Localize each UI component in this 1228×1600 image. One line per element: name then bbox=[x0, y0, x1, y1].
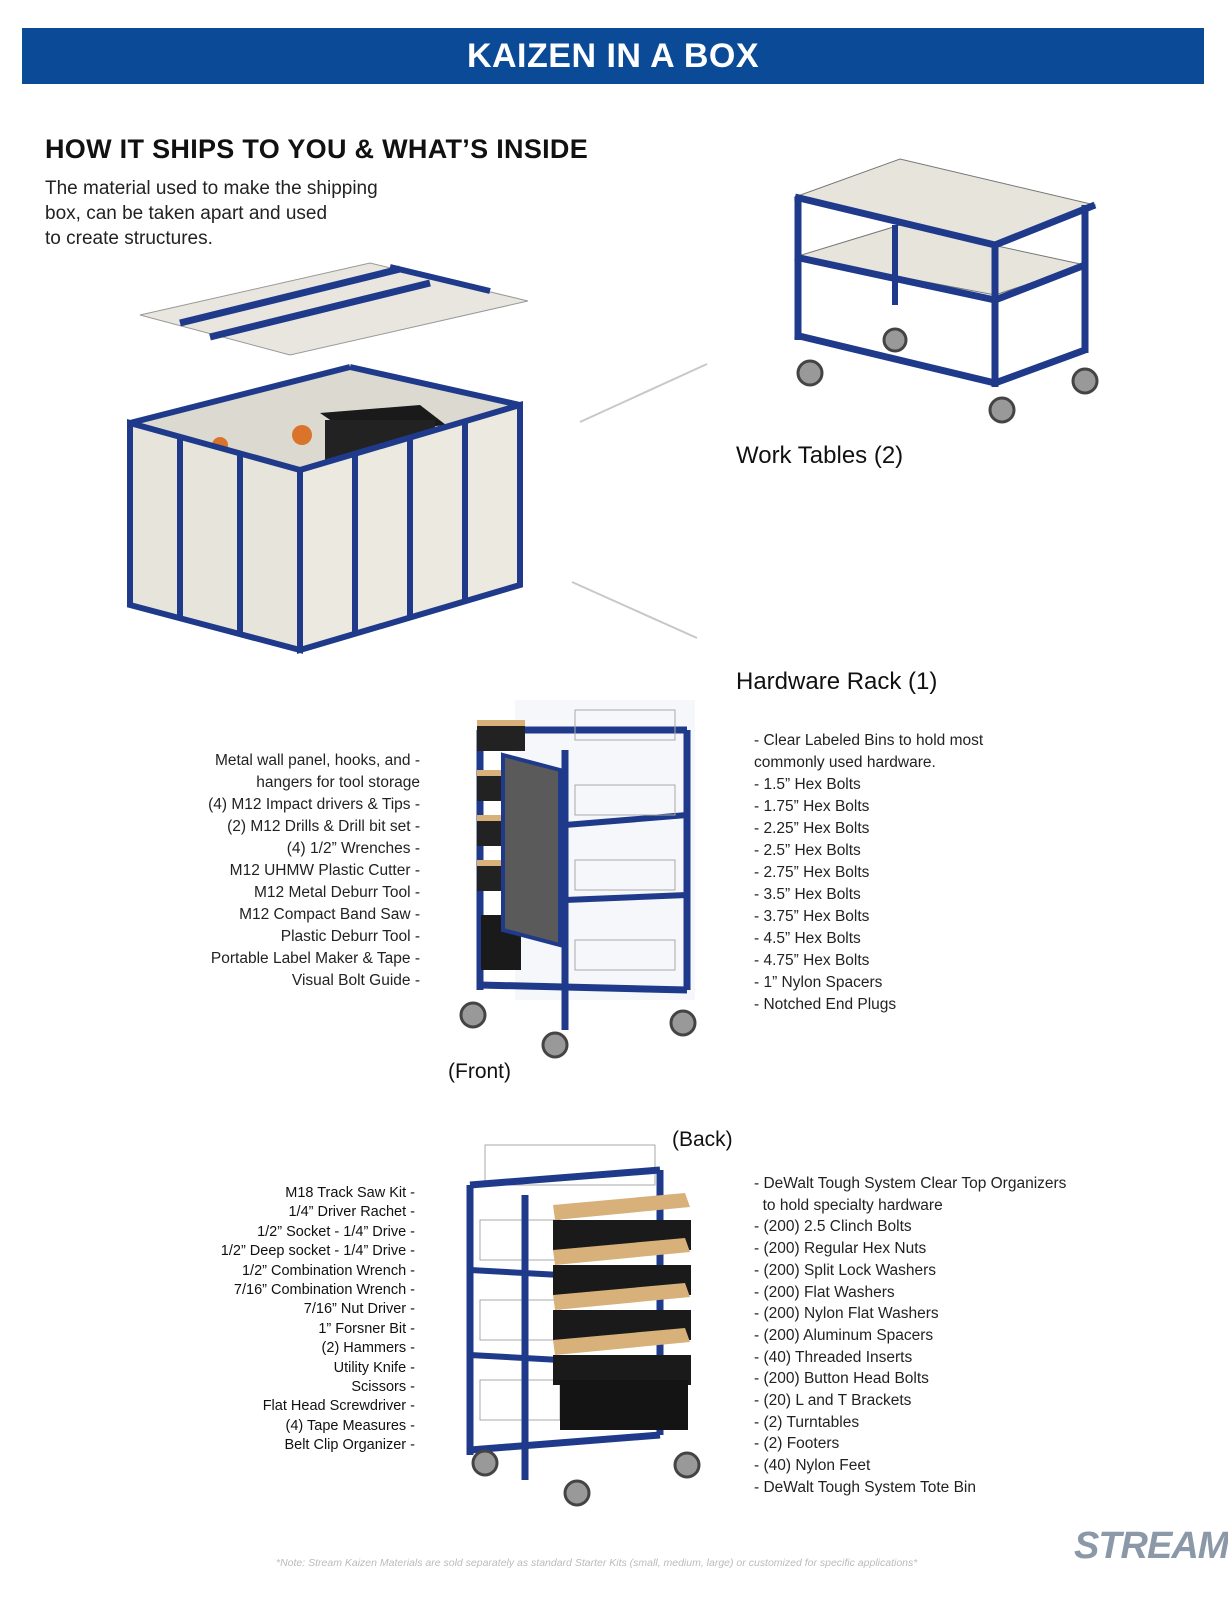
list-item: - (200) Flat Washers bbox=[754, 1283, 895, 1301]
list-item: - 1” Nylon Spacers bbox=[754, 974, 883, 991]
list-item: (2) M12 Drills & Drill bit set - bbox=[227, 818, 420, 835]
list-item: - (200) 2.5 Clinch Bolts bbox=[754, 1218, 912, 1236]
list-item: commonly used hardware. bbox=[754, 754, 936, 771]
hardware-rack-front-illustration bbox=[455, 690, 715, 1070]
list-item: - (200) Nylon Flat Washers bbox=[754, 1305, 939, 1323]
list-item: hangers for tool storage bbox=[256, 774, 420, 791]
list-item: - 3.75” Hex Bolts bbox=[754, 908, 870, 925]
list-item: - (200) Split Lock Washers bbox=[754, 1261, 937, 1279]
list-item: Scissors - bbox=[351, 1379, 415, 1396]
hardware-rack-back-illustration bbox=[455, 1125, 715, 1515]
list-item: - (200) Aluminum Spacers bbox=[754, 1326, 934, 1344]
page-title: KAIZEN IN A BOX bbox=[466, 36, 760, 75]
list-item: - (2) Turntables bbox=[754, 1413, 860, 1431]
list-item: - 2.75” Hex Bolts bbox=[754, 864, 870, 881]
list-item: Utility Knife - bbox=[333, 1359, 415, 1376]
list-item: 1/2” Socket - 1/4” Drive - bbox=[257, 1223, 415, 1240]
list-item: (4) 1/2” Wrenches - bbox=[286, 840, 420, 857]
list-item: M12 UHMW Plastic Cutter - bbox=[229, 862, 420, 879]
list-item: (4) Tape Measures - bbox=[285, 1417, 415, 1434]
list-item: - (200) Regular Hex Nuts bbox=[754, 1240, 927, 1258]
list-item: - DeWalt Tough System Tote Bin bbox=[754, 1478, 976, 1496]
list-item: - 4.5” Hex Bolts bbox=[754, 930, 861, 947]
list-item: Plastic Deburr Tool - bbox=[280, 928, 420, 945]
list-item: - Notched End Plugs bbox=[754, 996, 897, 1013]
list-item: Flat Head Screwdriver - bbox=[262, 1398, 415, 1415]
list-item: M12 Metal Deburr Tool - bbox=[254, 884, 420, 901]
back-left-list bbox=[221, 1184, 415, 1456]
list-item: - (200) Button Head Bolts bbox=[754, 1370, 929, 1388]
intro-line: to create structures. bbox=[45, 228, 213, 249]
list-item: 1/4” Driver Rachet - bbox=[288, 1204, 415, 1221]
list-item: M18 Track Saw Kit - bbox=[285, 1185, 415, 1201]
list-item: Metal wall panel, hooks, and - bbox=[214, 752, 420, 769]
intro-text bbox=[45, 176, 378, 251]
title-banner bbox=[22, 28, 1204, 84]
list-item: - 1.75” Hex Bolts bbox=[754, 798, 870, 815]
back-right-list bbox=[754, 1173, 1066, 1499]
list-item: to hold specialty hardware bbox=[754, 1196, 943, 1214]
list-item: Belt Clip Organizer - bbox=[284, 1437, 415, 1454]
stream-logo: STREAM bbox=[1074, 1525, 1228, 1567]
intro-line: The material used to make the shipping bbox=[45, 178, 378, 199]
list-item: 1/2” Combination Wrench - bbox=[241, 1262, 415, 1279]
list-item: 1/2” Deep socket - 1/4” Drive - bbox=[220, 1243, 415, 1260]
list-item: Portable Label Maker & Tape - bbox=[210, 950, 420, 967]
list-item: (2) Hammers - bbox=[321, 1340, 415, 1357]
list-item: Visual Bolt Guide - bbox=[291, 972, 420, 989]
list-item: - 4.75” Hex Bolts bbox=[754, 952, 870, 969]
section-heading: HOW IT SHIPS TO YOU & WHAT’S INSIDE bbox=[45, 134, 589, 164]
intro-line: box, can be taken apart and used bbox=[45, 203, 328, 224]
caption-hardware-rack: Hardware Rack (1) bbox=[736, 668, 938, 695]
connector-lines bbox=[570, 360, 720, 650]
list-item: - (40) Nylon Feet bbox=[754, 1457, 871, 1475]
shipping-box-illustration bbox=[120, 255, 540, 655]
footer-note: *Note: Stream Kaizen Materials are sold separately as standard Starter Kits (small, medium, large) or customized for specific applications* bbox=[276, 1557, 918, 1569]
list-item: - 2.25” Hex Bolts bbox=[754, 820, 870, 837]
list-item: - (2) Footers bbox=[754, 1435, 840, 1453]
list-item: 7/16” Combination Wrench - bbox=[233, 1282, 415, 1299]
caption-front: (Front) bbox=[448, 1060, 511, 1083]
list-item: - DeWalt Tough System Clear Top Organizers bbox=[754, 1175, 1067, 1192]
list-item: - (40) Threaded Inserts bbox=[754, 1348, 913, 1366]
list-item: M12 Compact Band Saw - bbox=[239, 906, 420, 923]
list-item: - 2.5” Hex Bolts bbox=[754, 842, 861, 859]
list-item: - 3.5” Hex Bolts bbox=[754, 886, 861, 903]
list-item: 1” Forsner Bit - bbox=[318, 1320, 415, 1337]
caption-back: (Back) bbox=[672, 1128, 733, 1151]
work-table-illustration bbox=[780, 155, 1110, 435]
front-right-list bbox=[754, 730, 983, 1016]
list-item: - (20) L and T Brackets bbox=[754, 1392, 912, 1410]
list-item: - Clear Labeled Bins to hold most bbox=[754, 732, 984, 749]
front-left-list bbox=[208, 750, 420, 992]
list-item: - 1.5” Hex Bolts bbox=[754, 776, 861, 793]
list-item: (4) M12 Impact drivers & Tips - bbox=[208, 796, 420, 813]
caption-work-tables: Work Tables (2) bbox=[736, 442, 904, 469]
list-item: 7/16” Nut Driver - bbox=[303, 1301, 415, 1318]
